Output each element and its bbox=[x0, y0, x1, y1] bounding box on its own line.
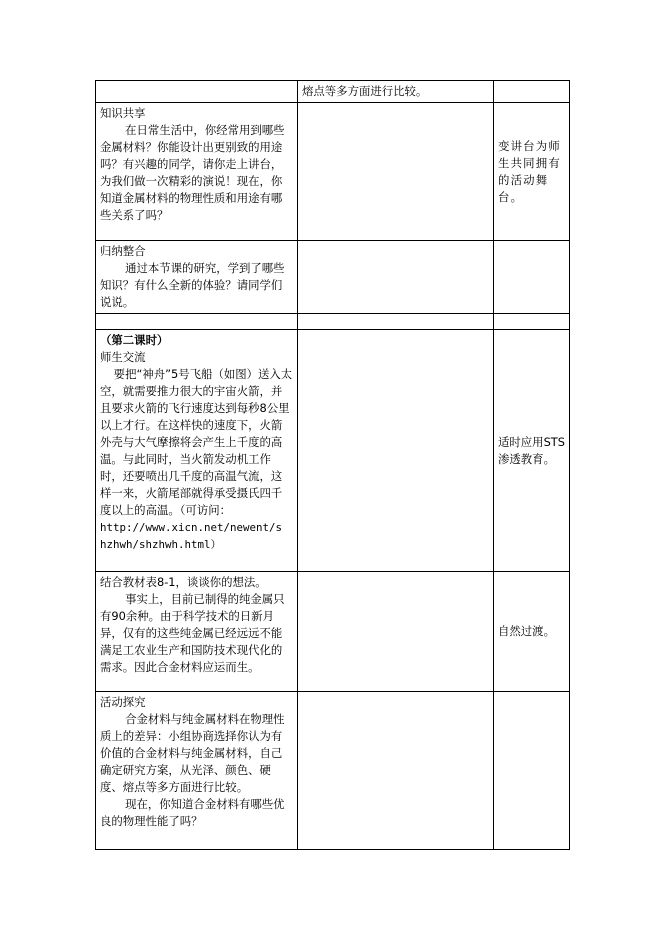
table-row bbox=[96, 241, 570, 314]
section-heading: 知识共享 bbox=[100, 106, 146, 120]
teacher-activity-cell bbox=[96, 330, 298, 572]
teacher-activity-cell bbox=[96, 103, 298, 241]
student-activity-cell bbox=[298, 103, 494, 241]
reference-url-line1: http://www.xicn.net/newent/s bbox=[100, 521, 283, 534]
section-body: 要把“神舟”5号飞船（如图）送入太空，就需要推力很大的宇宙火箭，并且要求火箭的飞行速度达到每秒8公里以上才行。在这样快的速度下，火箭外壳与大气摩擦将会产生上千度的高温。与此同时，当火箭发动机工作时，还要喷出几千度的高温气流，这样一来，火箭尾部就得承受摄氏四千度以上的高温。（可访问： bbox=[100, 367, 293, 517]
teacher-activity-cell bbox=[96, 81, 298, 103]
teacher-activity-cell bbox=[96, 572, 298, 692]
section-body: 现在，你知道合金材料有哪些优良的物理性能了吗？ bbox=[100, 797, 285, 828]
empty-cell bbox=[494, 314, 570, 330]
reference-url-line2: hzhwh/shzhwh.html） bbox=[100, 538, 222, 551]
section-body: 通过本节课的研究，学到了哪些知识？有什么全新的体验？请同学们说说。 bbox=[100, 261, 285, 309]
design-intent-cell bbox=[494, 692, 570, 850]
student-activity-cell bbox=[298, 572, 494, 692]
teacher-activity-cell bbox=[96, 692, 298, 850]
design-intent-cell bbox=[494, 103, 570, 241]
section-heading: 归纳整合 bbox=[100, 244, 146, 258]
section-body: 合金材料与纯金属材料在物理性质上的差异：小组协商选择你认为有价值的合金材料与纯金属材料，自己确定研究方案，从光泽、颜色、硬度、熔点等多方面进行比较。 bbox=[100, 712, 285, 794]
table-row bbox=[96, 692, 570, 850]
section-heading: 结合教材表8-1，谈谈你的想法。 bbox=[100, 575, 267, 589]
table-row bbox=[96, 81, 570, 103]
design-intent-cell bbox=[494, 330, 570, 572]
table-row bbox=[96, 103, 570, 241]
design-intent-cell bbox=[494, 241, 570, 314]
empty-cell bbox=[96, 314, 298, 330]
row0-middle-text: 熔点等多方面进行比较。 bbox=[302, 84, 428, 98]
teacher-activity-cell bbox=[96, 241, 298, 314]
student-activity-cell bbox=[298, 692, 494, 850]
table-row bbox=[96, 314, 570, 330]
table-row bbox=[96, 330, 570, 572]
design-intent-cell bbox=[494, 81, 570, 103]
design-intent-text: 适时应用STS渗透教育。 bbox=[498, 434, 565, 466]
lesson-title: （第二课时） bbox=[100, 333, 169, 347]
table-row bbox=[96, 572, 570, 692]
empty-cell bbox=[298, 314, 494, 330]
lesson-plan-table bbox=[95, 80, 570, 850]
section-heading: 活动探究 bbox=[100, 695, 146, 709]
section-body: 事实上，目前已制得的纯金属只有90余种。由于科学技术的日新月异，仅有的这些纯金属已经远远不能满足工农业生产和国防技术现代化的需求。因此合金材料应运而生。 bbox=[100, 592, 285, 674]
student-activity-cell bbox=[298, 330, 494, 572]
design-intent-text: 变讲台为师生共同拥有的活动舞台。 bbox=[498, 138, 561, 204]
student-activity-cell bbox=[298, 81, 494, 103]
design-intent-cell bbox=[494, 572, 570, 692]
section-heading: 师生交流 bbox=[100, 350, 146, 364]
design-intent-text: 自然过渡。 bbox=[498, 624, 555, 638]
section-body: 在日常生活中，你经常用到哪些金属材料？你能设计出更别致的用途吗？有兴趣的同学，请你走上讲台，为我们做一次精彩的演说！现在，你知道金属材料的物理性质和用途有哪些关系了吗？ bbox=[100, 123, 285, 222]
student-activity-cell bbox=[298, 241, 494, 314]
